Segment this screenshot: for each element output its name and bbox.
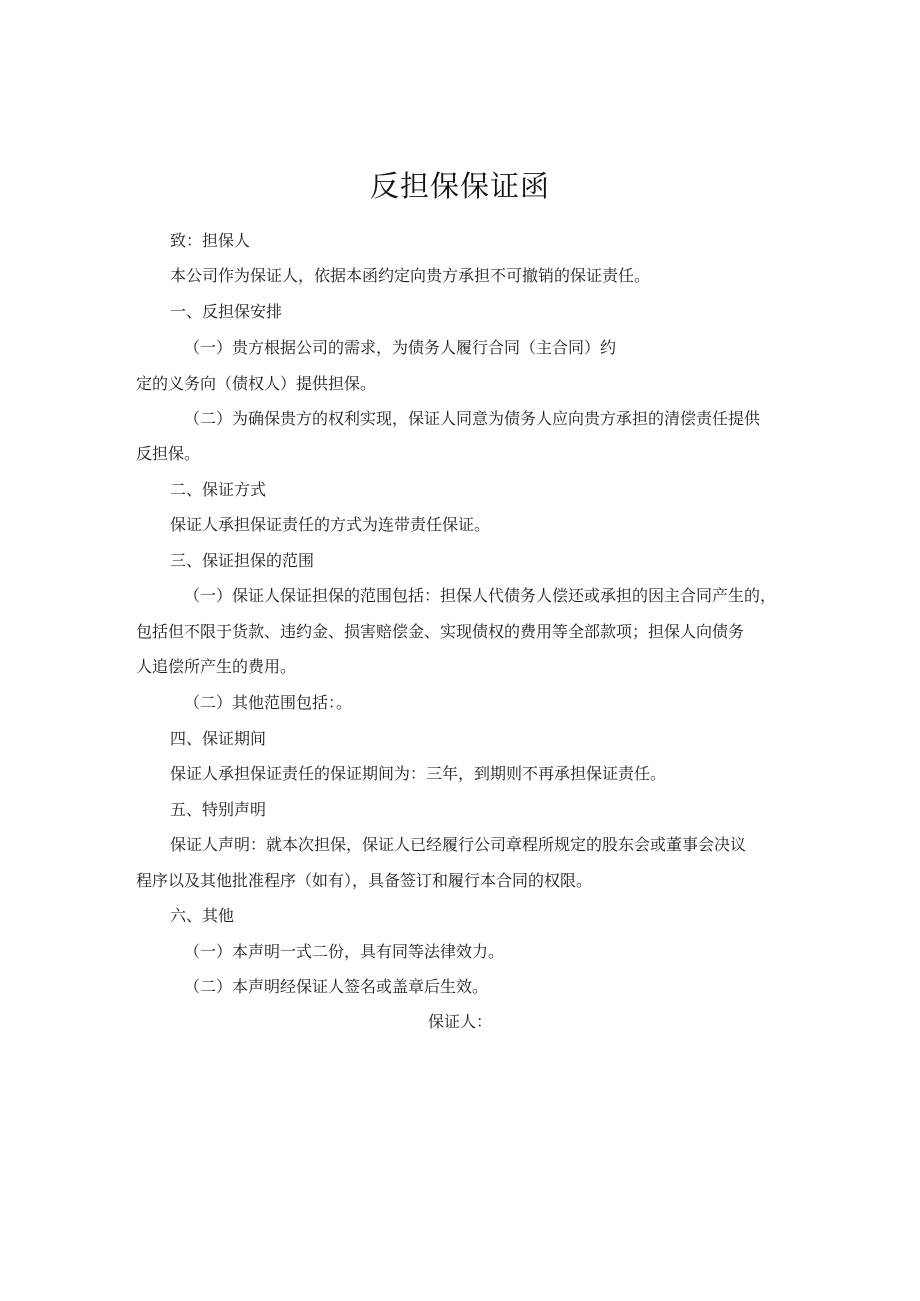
signature-label: 保证人：: [428, 1012, 493, 1031]
addressee: 致：担保人: [170, 231, 251, 250]
document-title: 反担保保证函: [369, 169, 550, 203]
section-3-item-1-line-1: （一）保证人保证担保的范围包括：担保人代债务人偿还或承担的因主合同产生的，: [184, 586, 777, 605]
intro-paragraph: 本公司作为保证人，依据本函约定向贵方承担不可撤销的保证责任。: [170, 266, 651, 285]
section-1-item-1-line-2: 定的义务向（债权人）提供担保。: [136, 374, 377, 393]
section-6-item-2: （二）本声明经保证人签名或盖章后生效。: [184, 977, 489, 996]
section-3-heading: 三、保证担保的范围: [170, 551, 315, 570]
section-1-item-2-line-1: （二）为确保贵方的权利实现，保证人同意为债务人应向贵方承担的清偿责任提供: [184, 409, 761, 428]
section-5-line-1: 保证人声明：就本次担保，保证人已经履行公司章程所规定的股东会或董事会决议: [170, 835, 747, 854]
section-2-body: 保证人承担保证责任的方式为连带责任保证。: [170, 515, 491, 534]
section-1-heading: 一、反担保安排: [170, 302, 283, 321]
section-6-item-1: （一）本声明一式二份，具有同等法律效力。: [184, 942, 505, 961]
section-4-body: 保证人承担保证责任的保证期间为：三年，到期则不再承担保证责任。: [170, 764, 667, 783]
section-5-line-2: 程序以及其他批准程序（如有），具备签订和履行本合同的权限。: [136, 871, 593, 890]
section-6-heading: 六、其他: [170, 906, 235, 925]
section-2-heading: 二、保证方式: [170, 480, 267, 499]
section-3-item-1-line-3: 人追偿所产生的费用。: [136, 657, 297, 676]
section-3-item-1-line-2: 包括但不限于货款、违约金、损害赔偿金、实现债权的费用等全部款项；担保人向债务: [136, 622, 745, 641]
section-5-heading: 五、特别声明: [170, 800, 267, 819]
section-1-item-2-line-2: 反担保。: [136, 444, 201, 463]
section-1-item-1-line-1: （一）贵方根据公司的需求，为债务人履行合同（主合同）约: [184, 338, 617, 357]
section-4-heading: 四、保证期间: [170, 729, 267, 748]
section-3-item-2-line-1: （二）其他范围包括：。: [184, 693, 353, 712]
